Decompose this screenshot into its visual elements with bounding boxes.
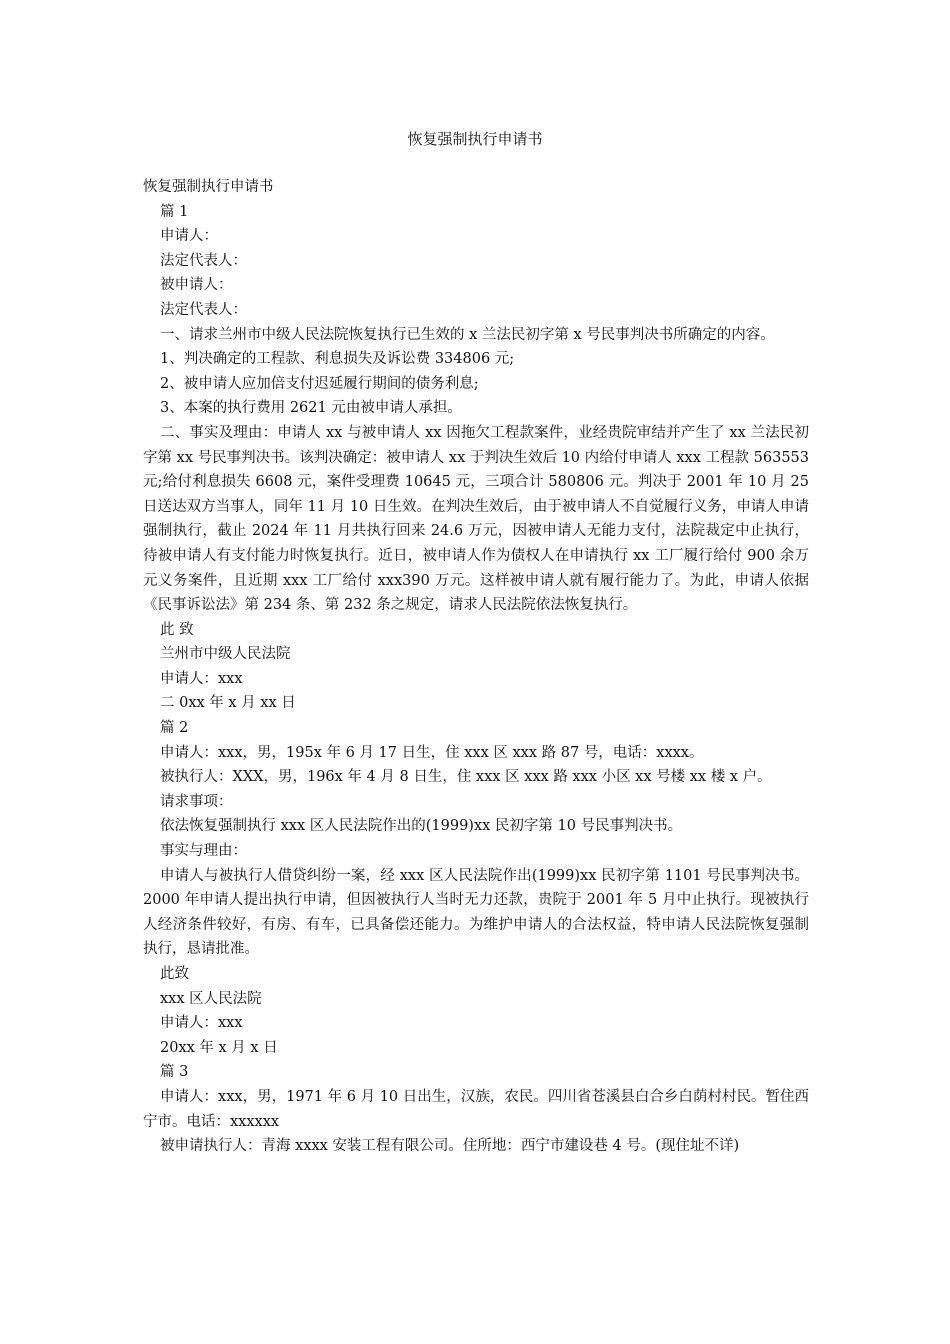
salutation-2: 此致 <box>160 966 189 982</box>
request-matters-text: 依法恢复强制执行 xxx 区人民法院作出的(1999)xx 民初字第 10 号民事判决书。 <box>160 818 683 835</box>
facts-text: 申请人与被执行人借贷纠纷一案，经 xxx 区人民法院作出(1999)xx 民初字第 1101 号民事判决书。2000 年申请人提出执行申请，但因被执行人当时无力还款，贵院于 2001 年 5 月中止执行。现被执行人经济条件较好，有房、有车，已具备偿还能力。为维护申请人的合法权益，特申请人民法院恢复强制执行，恳请批准。 <box>143 867 809 958</box>
document-title: 恢复强制执行申请书 <box>407 130 543 148</box>
request-item-1: 1、判决确定的工程款、利息损失及诉讼费 334806 元; <box>160 351 515 368</box>
facts-paragraph: 二、事实及理由：申请人 xx 与被申请人 xx 因拖欠工程款案件，业经贵院审结并产生了 xx 兰法民初字第 xx 号民事判决书。该判决确定：被申请人 xx 于判决生效后 10 内给付申请人 xxx 工程款 563553 元;给付利息损失 6608 元，案件受理费 10645 元，三项合计 580806 元。判决于 2001 年 10 月 25 日送达双方当事人，同年 11 月 10 日生效。在判决生效后，由于被申请人不自觉履行义务，申请人申请强制执行，截止 2024 年 11 月共执行回来 24.6 万元，因被申请人无能力支付，法院裁定中止执行，待被申请人有支付能力时恢复执行。近日，被申请人作为债权人在申请执行 xx 工厂履行给付 900 余万元义务案件，且近期 xxx 工厂给付 xxx390 万元。这样被申请人就有履行能力了。为此，申请人依据《民事诉讼法》第 234 条、第 232 条之规定，请求人民法院依法恢复执行。 <box>143 424 809 614</box>
part-label-2: 篇 2 <box>160 720 189 737</box>
applicant-line: 申请人： <box>160 228 218 245</box>
request-paragraph: 一、请求兰州市中级人民法院恢复执行已生效的 x 兰法民初字第 x 号民事判决书所确定的内容。 <box>160 326 775 343</box>
legal-rep-line: 法定代表人： <box>160 252 247 269</box>
court-name-2: xxx 区人民法院 <box>160 990 262 1007</box>
salutation: 此 致 <box>160 621 194 638</box>
court-name: 兰州市中级人民法院 <box>160 646 291 663</box>
facts-heading: 事实与理由： <box>160 843 247 860</box>
request-item-2: 2、被申请人应加倍支付迟延履行期间的债务利息; <box>160 375 479 392</box>
signature-line: 申请人：xxx <box>160 670 243 687</box>
part-label-1: 篇 1 <box>160 203 189 220</box>
applicant-info-3: 申请人：xxx，男，1971 年 6 月 10 日出生，汉族，农民。四川省苍溪县白合乡白荫村村民。暂住西宁市。电话：xxxxxx <box>143 1088 809 1130</box>
executee-info: 被执行人：XXX，男，196x 年 4 月 8 日生，住 xxx 区 xxx 路 xxx 小区 xx 号楼 xx 楼 x 户。 <box>160 769 772 786</box>
section-heading: 恢复强制执行申请书 <box>143 179 274 195</box>
applicant-info: 申请人：xxx，男，195x 年 6 月 17 日生，住 xxx 区 xxx 路 87 号，电话：xxxx。 <box>160 744 704 761</box>
respondent-line: 被申请人： <box>160 277 233 294</box>
signature-line-2: 申请人：xxx <box>160 1015 243 1032</box>
respondent-legal-rep-line: 法定代表人： <box>160 301 247 318</box>
request-item-3: 3、本案的执行费用 2621 元由被申请人承担。 <box>160 400 462 417</box>
respondent-info-3: 被申请执行人：青海 xxxx 安装工程有限公司。住所地：西宁市建设巷 4 号。(现住址不详) <box>160 1138 740 1155</box>
document-body <box>143 175 809 1159</box>
date-line-2: 20xx 年 x 月 x 日 <box>160 1039 278 1056</box>
date-line: 二 0xx 年 x 月 xx 日 <box>160 695 296 712</box>
part-label-3: 篇 3 <box>160 1064 189 1081</box>
request-matters-heading: 请求事项： <box>160 793 233 810</box>
